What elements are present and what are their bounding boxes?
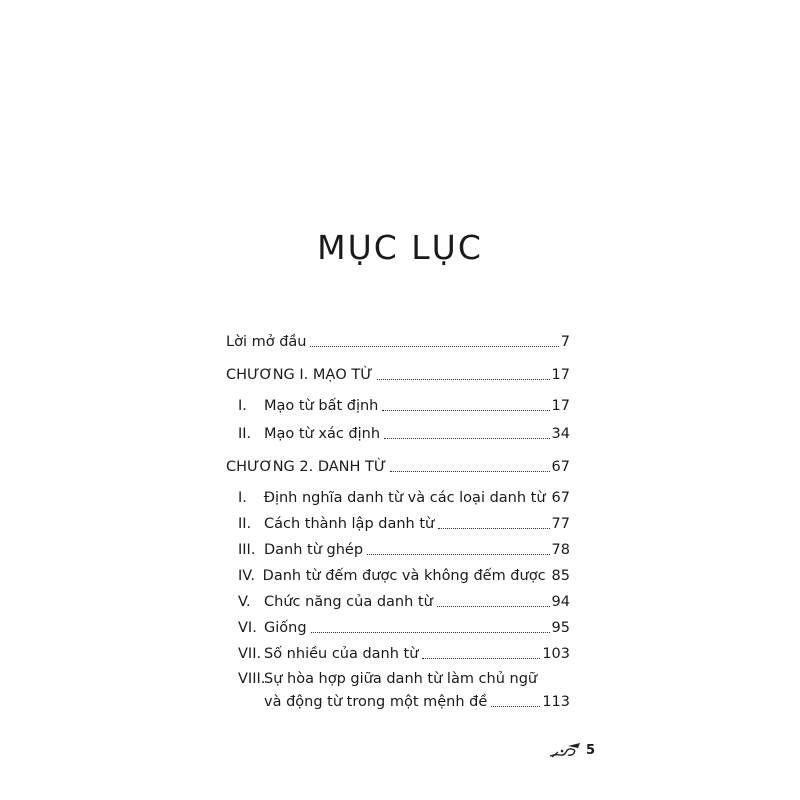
toc-entry-section[interactable] xyxy=(238,397,570,415)
toc-entry-page: 94 xyxy=(551,594,570,610)
toc-entry-page: 67 xyxy=(551,459,570,475)
toc-entry-number: III. xyxy=(238,542,256,558)
dot-leader xyxy=(382,410,549,411)
toc-entry-number: V. xyxy=(238,594,251,610)
toc-entry-label: Định nghĩa danh từ và các loại danh từ xyxy=(263,490,546,506)
page-footer xyxy=(548,740,595,760)
dot-leader xyxy=(377,379,550,380)
toc-entry-page: 77 xyxy=(551,516,570,532)
toc-entry-page: 103 xyxy=(542,646,570,662)
toc-entry-number: VI. xyxy=(238,620,257,636)
toc-entry-label: Số nhiều của danh từ xyxy=(264,646,419,662)
toc-entry-page: 17 xyxy=(551,398,570,414)
toc-entry-label: Cách thành lập danh từ xyxy=(264,516,435,532)
toc-entry-label: Mạo từ xác định xyxy=(264,426,381,442)
toc-entry-page: 34 xyxy=(551,426,570,442)
toc-entry-page: 78 xyxy=(551,542,570,558)
toc-entry-section[interactable] xyxy=(238,489,570,507)
dot-leader xyxy=(367,554,550,555)
dot-leader xyxy=(310,346,558,347)
toc-entry-page: 85 xyxy=(551,568,570,584)
dot-leader xyxy=(491,706,540,707)
dot-leader xyxy=(390,471,549,472)
toc-entry-section[interactable] xyxy=(238,567,570,585)
toc-entry-label: Mạo từ bất định xyxy=(264,398,379,414)
toc-entry-page: 17 xyxy=(551,367,570,383)
toc-entry-label: Chức năng của danh từ xyxy=(264,594,433,610)
toc-entry-label: và động từ trong một mệnh đề xyxy=(264,694,488,710)
dot-leader xyxy=(422,658,540,659)
toc-entry-preface[interactable] xyxy=(226,333,570,351)
toc-entry-page: 113 xyxy=(542,694,570,710)
toc-entry-number: IV. xyxy=(238,568,255,584)
toc-entry-label: Danh từ đếm được và không đếm được xyxy=(262,568,546,584)
toc-entry-label: CHƯƠNG 2. DANH TỪ xyxy=(226,459,387,475)
toc-entry-chapter-1[interactable] xyxy=(226,366,570,384)
dot-leader xyxy=(384,438,550,439)
toc-entry-number: II. xyxy=(238,426,252,442)
dot-leader xyxy=(437,606,550,607)
toc-entry-label: Danh từ ghép xyxy=(264,542,364,558)
toc-entry-number: VIII. xyxy=(238,671,266,687)
toc-entry-section[interactable] xyxy=(238,593,570,611)
toc-entry-page: 95 xyxy=(551,620,570,636)
toc-entry-number: VII. xyxy=(238,646,262,662)
toc-entry-section-line-1[interactable] xyxy=(238,670,537,688)
dot-leader xyxy=(438,528,549,529)
toc-entry-section-line-2[interactable] xyxy=(264,693,570,711)
toc-entry-page: 7 xyxy=(560,334,570,350)
toc-entry-number: II. xyxy=(238,516,252,532)
toc-entry-section[interactable] xyxy=(238,541,570,559)
toc-entry-label: Lời mở đầu xyxy=(226,334,307,350)
page-title: MỤC LỤC xyxy=(317,228,483,267)
pen-nib-ornament-icon xyxy=(548,740,584,760)
toc-entry-section[interactable] xyxy=(238,645,570,663)
toc-entry-page: 67 xyxy=(551,490,570,506)
toc-entry-label: Sự hòa hợp giữa danh từ làm chủ ngữ xyxy=(264,671,538,687)
toc-entry-section[interactable] xyxy=(238,425,570,443)
toc-entry-section[interactable] xyxy=(238,619,570,637)
toc-entry-label: Giống xyxy=(264,620,307,636)
toc-entry-section[interactable] xyxy=(238,515,570,533)
page-number: 5 xyxy=(586,742,596,758)
toc-entry-chapter-2[interactable] xyxy=(226,458,570,476)
toc-entry-label: CHƯƠNG I. MẠO TỪ xyxy=(226,367,373,383)
dot-leader xyxy=(311,632,550,633)
toc-entry-number: I. xyxy=(238,398,247,414)
toc-entry-number: I. xyxy=(238,490,247,506)
